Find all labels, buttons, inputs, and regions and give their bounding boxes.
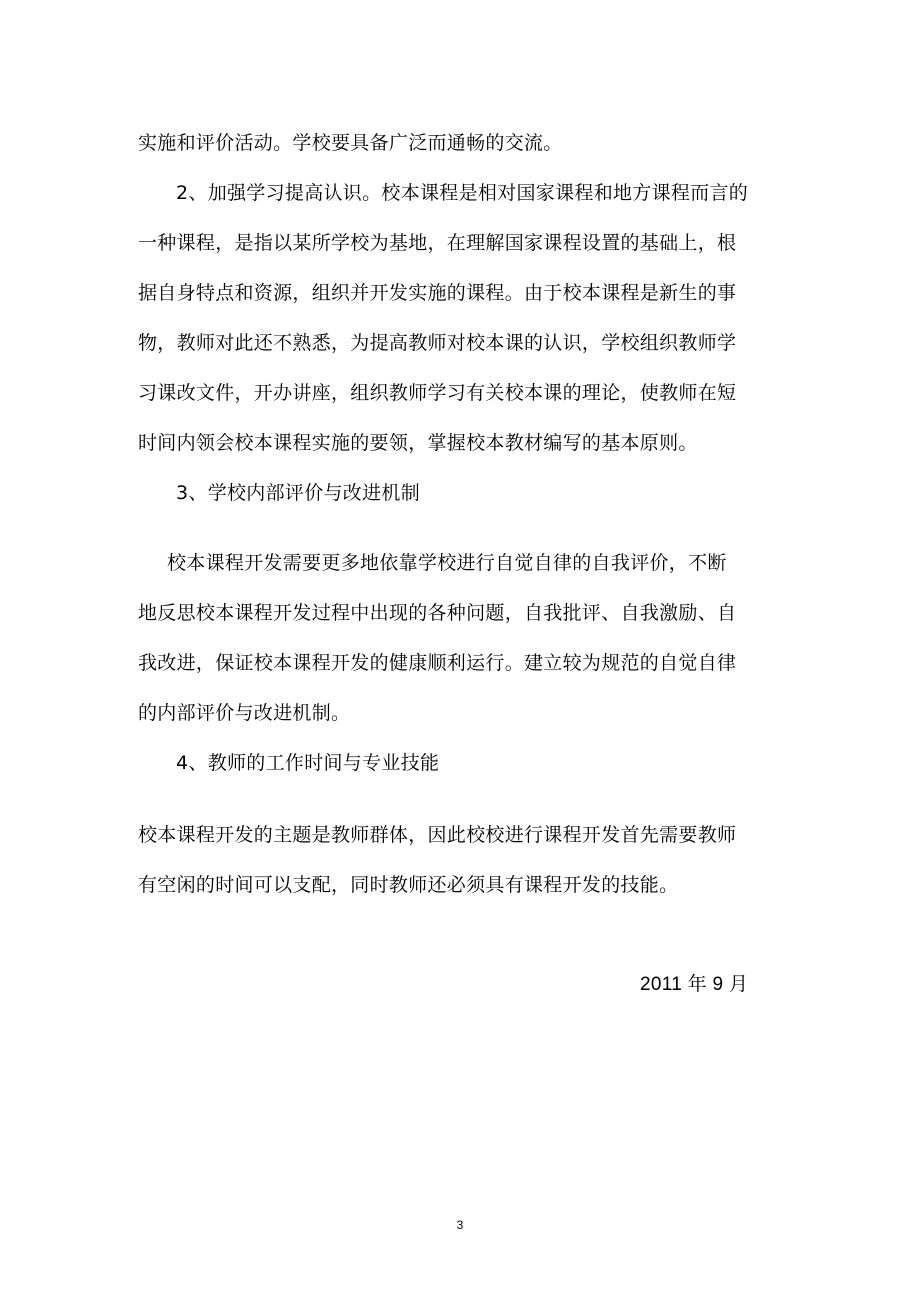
text-line: 校本课程开发的主题是教师群体，因此校校进行课程开发首先需要教师 — [138, 824, 737, 846]
text-line: 一种课程，是指以某所学校为基地，在理解国家课程设置的基础上，根 — [138, 232, 737, 254]
text-line: 实施和评价活动。学校要具备广泛而通畅的交流。 — [138, 132, 563, 154]
text-line: 有空闲的时间可以支配，同时教师还必须具有课程开发的技能。 — [138, 874, 679, 896]
page-number: 3 — [456, 1218, 464, 1232]
text-line: 习课改文件，开办讲座，组织教师学习有关校本课的理论，使教师在短 — [138, 382, 737, 404]
text-line: 的内部评价与改进机制。 — [138, 702, 351, 724]
section-heading-4: 4、教师的工作时间与专业技能 — [176, 752, 440, 774]
text-line: 物，教师对此还不熟悉，为提高教师对校本课的认识，学校组织教师学 — [138, 332, 737, 354]
document-date: 2011 年 9 月 — [640, 974, 749, 995]
section-heading-2: 2、加强学习提高认识。校本课程是相对国家课程和地方课程而言的 — [176, 182, 749, 204]
text-line: 我改进，保证校本课程开发的健康顺利运行。建立较为规范的自觉自律 — [138, 652, 737, 674]
text-line: 时间内领会校本课程实施的要领，掌握校本教材编写的基本原则。 — [138, 432, 698, 454]
text-line: 据自身特点和资源，组织并开发实施的课程。由于校本课程是新生的事 — [138, 282, 737, 304]
text-line: 地反思校本课程开发过程中出现的各种问题，自我批评、自我激励、自 — [138, 602, 737, 624]
text-line: 校本课程开发需要更多地依靠学校进行自觉自律的自我评价，不断 — [167, 552, 727, 574]
section-heading-3: 3、学校内部评价与改进机制 — [176, 482, 420, 504]
